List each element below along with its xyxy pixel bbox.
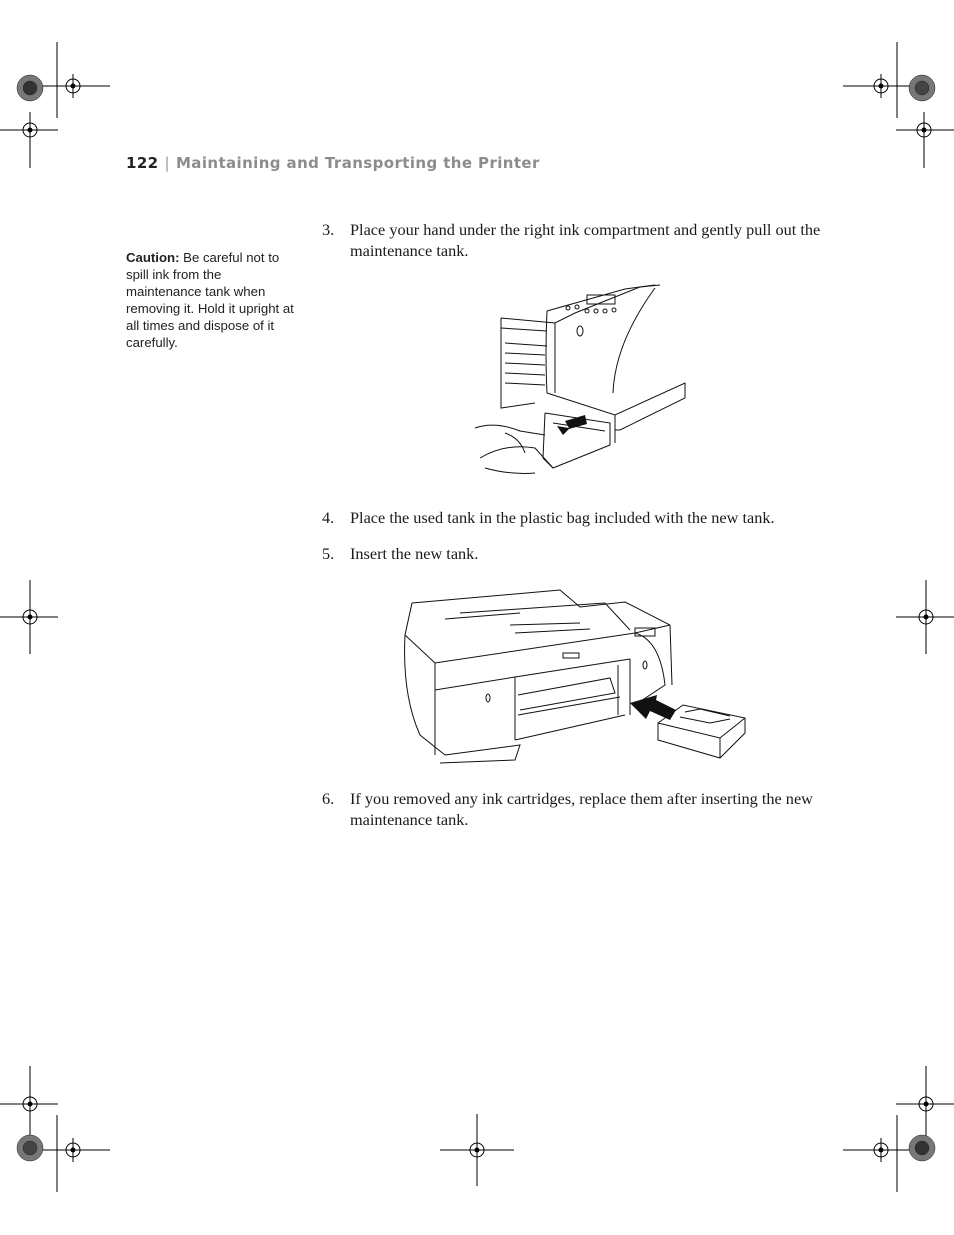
insert-tank-illustration: [400, 585, 750, 765]
step-text: Place the used tank in the plastic bag included with the new tank.: [350, 508, 775, 527]
running-header: [126, 154, 540, 172]
step-text: Insert the new tank.: [350, 544, 479, 563]
step-text: Place your hand under the right ink compartment and gently pull out the maintenance tank.: [350, 220, 821, 260]
step-number: 3.: [322, 220, 335, 239]
step-6: [322, 788, 827, 830]
caution-note: [126, 249, 294, 351]
step-3: [322, 219, 827, 261]
step-number: 4.: [322, 508, 335, 527]
step-text: If you removed any ink cartridges, replace them after inserting the new maintenance tank.: [350, 789, 813, 829]
caution-text: Be careful not to spill ink from the maintenance tank when removing it. Hold it upright at all times and dispose of it carefully.: [126, 250, 294, 350]
step-number: 6.: [322, 789, 335, 808]
step-4: [322, 507, 827, 528]
section-title: Maintaining and Transporting the Printer: [175, 154, 540, 172]
caution-label: Caution:: [126, 250, 180, 265]
page-number: 122: [126, 154, 159, 172]
step-5: [322, 543, 827, 564]
header-separator: |: [164, 154, 170, 172]
step-number: 5.: [322, 544, 335, 563]
remove-tank-illustration: [465, 283, 690, 483]
